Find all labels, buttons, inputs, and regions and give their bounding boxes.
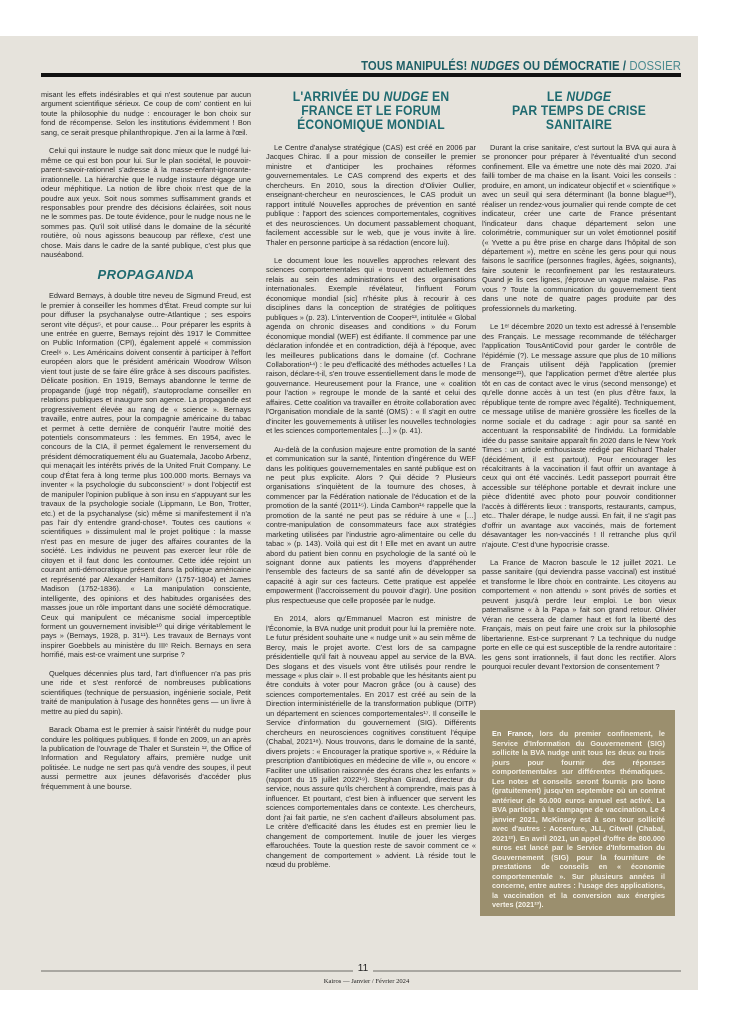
- footer-rule-left: [41, 970, 353, 972]
- col3-paragraph: Le 1ᵉʳ décembre 2020 un texto est adressé à l'ensemble des Français. Le message recommande de télécharger l'application TousAntiCovid pour garder le contrôle de l'épidémie (?). Le message assure que plus de 10 millions de Français utilisent déjà l'application (premier mensonge²¹), que l'application permet d'être alertée plus tôt en cas de contact avec le virus (second mensonge) et qu'elle donne accès à un test (en plus d'être faux, la république tente de rompre avec l'égalité). Techniquement, ce message utilise de manière grossière les ficelles de la norme sociale et du cadrage : agir pour sa santé en accentuant la responsabilité de l'individu. La formidable idée du passe sanitaire apparaît fin 2020 dans le New York Times : un article enthousiaste rédigé par Richard Thaler (décidément, il est partout). Pour encourager les récalcitrants à la vaccination il faut offrir un avantage à ceux qui ont été vaccinés. Ledit passeport pourrait être accessible sur téléphone portable et devrait inclure une pièce d'identité avec photo pour pouvoir conditionner l'accès à différents lieux : transports, restaurants, campus, etc.. Thaler dérape, le nudge aussi. En fait, il ne s'agit pas d'offrir un avantage aux vaccinés, mais de fortement désavantager les non-vaccinés ! Il retranche plus qu'il n'ajoute. C'est d'une hypocrisie crasse.: [482, 322, 676, 549]
- column-3: [482, 90, 676, 680]
- header-title-part1: TOUS MANIPULÉS!: [361, 58, 471, 73]
- heading-italic: NUDGE: [566, 89, 612, 104]
- col1-paragraph: Barack Obama est le premier à saisir l'intérêt du nudge pour conduire les politiques publiques. Il fonde en 2009, un an après la publication de l'ouvrage de Thaler et Sunstein ¹², the Office of Information and Regulatory affairs, première nudge unit politisée. Le nudge ne sert pas qu'à vendre des soupes, il peut aussi permettre aux jeunes défavorisés d'accéder plus fréquemment à une bourse.: [41, 725, 251, 791]
- col2-paragraph: Au-delà de la confusion majeure entre promotion de la santé et communication sur la santé, l'intention d'ingérence du WEF dans les politiques gouvernementales en santé publique est on ne peut plus explicite. Alors ? Qui décide ? Plusieurs organisations s'inquiètent de la tournure des choses, à commencer par la Fédération nationale de l'éducation et de la promotion de la santé (2011¹⁵). Linda Cambon¹⁶ rappelle que la promotion de la santé ne peut pas se réduire à une « […] contre-manipulation de consommateurs face aux stratégies marketing utilisées par l'industrie agro-alimentaire ou celle du tabac » (p. 143). Voilà qui est dit ! Elle met en avant un autre abord du patient bien connu en psychologie de la santé où le soignant donne aux patients les moyens d'appréhender l'ensemble des facteurs de sa santé afin de développer sa capacité à agir sur ces facteurs. Cette pratique est appelée empowerment (l'accroissement du pouvoir d'agir). Une position plus respectueuse que celle proposée par le nudge.: [266, 444, 476, 605]
- sidebar-box: [480, 710, 675, 916]
- heading-part: EN FRANCE ET LE FORUM ÉCONOMIQUE MONDIAL: [297, 89, 450, 132]
- col1-paragraph: Celui qui instaure le nudge sait donc mieux que le nudgé lui-même ce qui est bon pour lui. Sur le plan sociétal, le pouvoir-parent-savoir-rationnel s'adresse à la masse-enfant-ignorante-irrationnelle. La hiérarchie que le nudge instaure dégage une odeur méphitique. La notion de libre choix n'est que de la poudre aux yeux. Soit nous sommes suffisamment grands et responsables pour prendre des décisions éclairées, soit nous ne le sommes pas. De toute évidence, pour le nudge nous ne le sommes pas. Qu'il soit utilisé dans le domaine de la sécurité routière, où nous agissons beaucoup par réflexe, c'est une chose. Mais dans le cadre de la santé publique, c'est plus que nauséabond.: [41, 146, 251, 260]
- footer-rule-right: [373, 970, 681, 972]
- col3-paragraph: Durant la crise sanitaire, c'est surtout la BVA qui aura à se prononcer pour préparer à l'éventualité d'un second confinement. Elle va émettre une note dès mai 2020. J'ai failli tomber de ma chaise en la lisant. Voici les conseils : produire, en amont, un indicateur objectif et « scientifique » avec un seuil qui sera déterminant (la bonne blague²⁰), réaliser un rendez-vous journalier qui rende compte de cet indicateur, créer une carte de France présentant l'indicateur dans chaque département selon une colorimétrie, communiquer sur un volet émotionnel positif (« Yvette a pu être prise en charge dans l'hôpital de son département »), mettre en scène les gens pour qui nous faisons le sacrifice (personnes fragiles, âgées, soignants), faire soutenir le reconfinement par les restaurateurs. Quand je lis ces lignes, j'éprouve un vague malaise. Pas vous ? Toute la communication du gouvernement tient dans une note de quatre pages produite par des professionnels du marketing.: [482, 143, 676, 313]
- column-1: [41, 90, 251, 800]
- heading-italic: NUDGE: [383, 89, 429, 104]
- sidebar-lead: En France: [492, 729, 532, 738]
- col3-paragraph: La France de Macron bascule le 12 juillet 2021. Le passe sanitaire (qui deviendra passe vaccinal) est institué et transforme le libre choix en contrainte. Les citoyens au comportement « non attendu » sont privés de sorties et peuvent jusqu'à perdre leur emploi. Le bon vieux paternalisme « à la Papa » fait son grand retour. Olivier Véran ne cessera de clamer haut et fort la liberté des Français, mais on peut faire une croix sur la philosophie libertarienne. Est-ce surprenant ? La technique du nudge porte en elle ce qui est susceptible de la rendre autoritaire : les gens sont irrationnels, il faut donc les rectifier. Alors pourquoi reculer devant l'extorsion de consentement ?: [482, 558, 676, 672]
- col1-paragraph: Edward Bernays, à double titre neveu de Sigmund Freud, est le premier à conseiller les hommes d'État. Freud compte sur lui pour diffuser la psychanalyse outre-Atlantique ; ses espoirs seront vite déçus⁵, et pour cause… Pour préparer les esprits à une entrée en guerre, Bernays rejoint dès 1917 le Committee on Public Information (CPI), également appelé « commission Creel⁶ ». Les Américains doivent consentir à participer à l'effort européen alors que le président américain Woodrow Wilson vient tout juste de se faire élire grâce à ses discours pacifistes. Délicate position. En 1919, Bernays abandonne le terme de propagande (jugé trop négatif), s'autoproclame conseiller en relations publiques et inaugure son agence. La propagande est progressivement élevée au rang de « science ». Bernays travaille, entre autres, pour la compagnie américaine du tabac et permet à cette dernière de conquérir l'autre moitié des potentiels consommateurs : les femmes. En 1954, avec le concours de la CIA, il permet également le renversement du président démocratiquement élu au Guatemala, Jacobo Arbenz, qui menaçait les intérêts privés de la United Fruit Company. Le coup d'État fera à long terme plus 100.000 morts. Bernays va inventer « la psychologie du subconscient⁷ » dont l'objectif est de manipuler l'opinion publique à son insu en s'appuyant sur les travaux de la psychologie sociale (Lippmann, Le Bon, Trotter, etc.) et de la psychanalyse (sic) même si manifestement il n'a pas l'air d'y entendre grand-chose⁸. Toutes ces cautions « scientifiques » dissimulent mal le projet politique : la masse n'est pas en mesure de juger des affaires courantes de la société. Les individus ne peuvent pas exercer leur rôle de citoyen et il faut donc les contourner. Cette idée rejoint un courant anti-démocratique présent dans la politique américaine et représenté par Alexander Hamilton⁹ (1757-1804) et James Madison (1752-1836). « La manipulation consciente, intelligente, des opinions et des habitudes organisées des masses joue un rôle important dans une société démocratique. Ceux qui manipulent ce mécanisme social imperceptible forment un gouvernement invisible¹⁰ qui dirige véritablement le pays » (Bernays, 1928, p. 31¹¹). Les travaux de Bernays vont inspirer Goebbels au ministère du IIIᵉ Reich. Bernays en sera horrifié, mais est-ce vraiment une surprise ?: [41, 291, 251, 660]
- france-wef-heading: [277, 90, 466, 132]
- crisis-heading: [492, 90, 667, 132]
- col2-paragraph: Le Centre d'analyse stratégique (CAS) est créé en 2006 par Jacques Chirac. Il a pour mission de conseiller le premier ministre et d'anticiper les prochaines réformes gouvernementales. Le CAS comprend des experts et des chercheurs. En 2010, sous la direction d'Olivier Oullier, enseignant-chercheur en neurosciences, le CAS produit un rapport intitulé Nouvelles approches de prévention en santé publique : l'apport des sciences comportementales, cognitives et des neurosciences. Un document passablement choquant, facilement accessible sur le web, que je vous invite à lire. Thaler en personne participe à sa rédaction (encore lui).: [266, 143, 476, 247]
- header-title-part2: OU DÉMOCRATIE: [519, 58, 623, 73]
- sidebar-text: , lors du premier confinement, le Service d'Information du Gouvernement (SIG) sollicite la BVA nudge unit tous les deux ou trois jours pour fournir des réponses comportementales sur différentes thématiques. Les notes et conseils seront fournis pro bono (gratuitement) jusqu'en septembre où un contrat antérieur de 50.000 euros annuel est activé. La BVA participe à la campagne de vaccination. Le 4 janvier 2021, McKinsey est à son tour sollicité avec d'autres : Accenture, JLL, Citwell (Chabal, 2021²²). En avril 2021, un appel d'offre de 800.000 euros est lancé par le Service d'Information du Gouvernement (SIG) pour la fourniture de prestations de conseils en « économie comportementale ». Sur plusieurs années il concerne, entre autres : l'usage des applications, la vaccination et la conversion aux énergies vertes (2021²³).: [492, 729, 665, 909]
- column-2: [266, 90, 476, 879]
- heading-part: L'ARRIVÉE DU: [292, 89, 384, 104]
- header-title-italic: NUDGES: [470, 58, 520, 73]
- header-section: DOSSIER: [626, 58, 681, 73]
- header-separator: /: [622, 58, 627, 73]
- col1-paragraph: Quelques décennies plus tard, l'art d'influencer n'a pas pris une ride et s'est renforcé de nombreuses publications scientifiques (technique de persuasion, ingénierie sociale, Petit traité de manipulation à l'usage des honnêtes gens — un livre à mettre au pied du sapin).: [41, 668, 251, 716]
- heading-part: PAR TEMPS DE CRISE SANITAIRE: [512, 103, 646, 132]
- col1-paragraph: misant les effets indésirables et qui n'est soutenue par aucun argument scientifique sérieux. Ce coup de com' contient en lui toute la philosophie du nudge : encourager le bon choix sur fond de récompense. Selon les institutions évidemment ! Bon sang, ce serait presque philanthropique. J'en ai la larme à l'œil.: [41, 90, 251, 137]
- heading-part: LE: [546, 89, 567, 104]
- section-header: [145, 58, 681, 73]
- publication-info: Kairos — Janvier / Février 2024: [323, 978, 410, 985]
- propaganda-heading: PROPAGANDA: [97, 266, 195, 282]
- col2-paragraph: En 2014, alors qu'Emmanuel Macron est ministre de l'Économie, la BVA nudge unit produit pour lui la première note. Le futur président souhaite une « nudge unit » au sein même de Bercy, mais le projet avorte. C'est lors de sa campagne présidentielle qu'il fait à nouveau appel au service de la BVA. Des slogans et des visuels vont être utilisés pour rendre le message « plus clair ». Il est probable que les hésitants aient pu être conduits à voter pour Macron grâce (ou à cause) des sciences comportementales. En 2017 est créé au sein de la Direction interministérielle de la transformation publique (DITP) un département en sciences comportementales¹⁷. Il conseille le Service d'information du gouvernement (SIG). Différents chercheurs en neurosciences cognitives constituent l'équipe (Chabal, 2021¹⁸). Nous trouvons, dans le domaine de la santé, divers projets : « Encourager la pratique sportive », « Réduire la prescription d'antibiotiques en médecine de ville », ou encore « Faciliter une utilisation raisonnée des écrans chez les enfants » (rapport du 15 juillet 2022¹⁹). Stephan Giraud, directeur du service, nous assure qu'ils cherchent à comprendre, mais pas à influencer. Et pourtant, c'est bien à influencer que servent les sciences comportementales dans ce contexte. Les chercheurs, dont j'ai fait partie, ne s'en cachent d'ailleurs absolument pas. Le critère d'efficacité dans les études est en premier lieu le changement de comportement. Inutile de jouer les vierges effarouchées. Toute la question reste de savoir comment ce « changement de comportement » advient. Là réside tout le nœud du problème.: [266, 614, 476, 870]
- header-rule: [41, 73, 681, 77]
- col2-paragraph: Le document loue les nouvelles approches relevant des sciences comportementales qui « trouvent actuellement des relais au sein des administrations et des organisations internationales. Exemple révélateur, l'influent Forum économique mondial [sic] n'hésite plus à recourir à ces disciplines dans la conception de stratégies de politiques publiques » (p. 23). L'intervention de Cooper¹³, intitulée « Global agenda on chronic diseases and conditions » du Forum économique mondial (WEF) est édifiante. Il commence par une déclaration infondée et en contradiction, déjà à l'époque, avec les meilleures publications dans le domaine (cf. Cochrane Collaboration¹⁴) : le peu d'efficacité des méthodes actuelles ! La raison, déclare-t-il, s'en trouve essentiellement dans le mode de gouvernance. Heureusement pour la France, une « coalition pour l'action » regroupe le monde de la santé et celui des affaires. Cette coalition va travailler en étroite collaboration avec l'Organisation mondiale de la santé (OMS) : « Il s'agit en outre d'inciter les gouvernements à utiliser les nouvelles technologies et les sciences comportementales […] » (p. 41).: [266, 255, 476, 436]
- page-number: 11: [357, 963, 369, 974]
